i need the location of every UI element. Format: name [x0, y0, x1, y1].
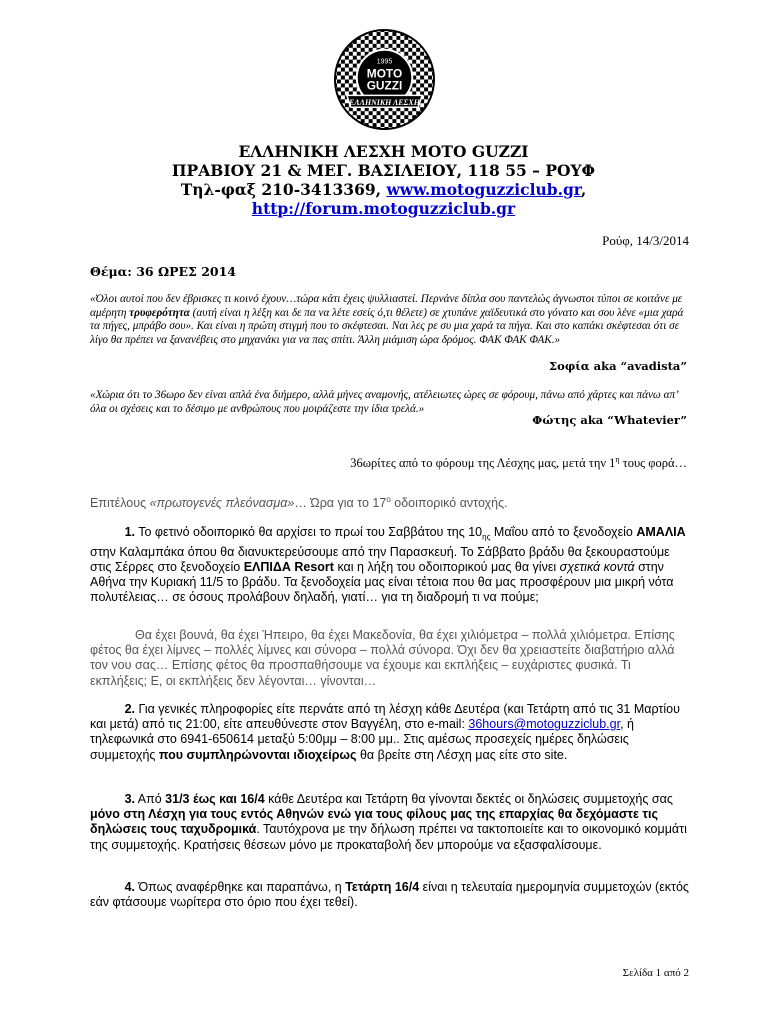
- contact-comma: ,: [580, 180, 587, 199]
- p4-text: είναι η τελευταία ημερομηνία συμμετοχών (εκτός εάν φτάσουμε νωρίτερα στο όριο που έχει τεθεί).: [90, 880, 689, 910]
- email-link[interactable]: 36hours@motoguzziclub.gr: [468, 717, 621, 732]
- p2-text: Για γενικές πληροφορίες είτε περνάτε από τη λέσχη κάθε Δευτέρα (και Τετάρτη από τις 31 Μαρτίου και μετά) από τις 21:00, είτε απευθύνεστε στον Βαγγέλη, στο e-mail:: [90, 702, 680, 732]
- website-link[interactable]: www.motoguzziclub.gr: [386, 180, 581, 199]
- p2-text: θα βρείτε στη Λέσχη μας είτε στο site.: [356, 747, 568, 762]
- paragraph-3: [90, 792, 690, 853]
- p1-text: στην Καλαμπάκα όπου θα διανυκτερεύσουμε από την Παρασκευή. Το Σάββατο βράδυ θα ξεκουραστούμε στις Σέρρες στο ξενοδοχείο: [90, 544, 670, 574]
- attribution-sup: η: [615, 455, 620, 464]
- intro-text: Επιτέλους: [90, 496, 150, 511]
- logo-year: 1995: [376, 58, 393, 66]
- quote-text: (αυτή είναι η λέξη και δε πα να λέτε εσείς ό,τι θέλετε) σε χτυπάνε χαϊδευτικά στο γόνατο και σου λένε «μια χαρά τα πήγες, μπράβο σου». Και είναι η πρώτη στιγμή που το σκέφτεσαι. Ναι λες pε συ μια χαρά τα πήγα. Και στο καπάκι σκέφτεσαι ότι σε λίγο θα πρέπει να ξανανέβεις στο μηχανάκι για να πας σπίτι. Άλλη μιάμιση ώρα δρόμος. ΦΑΚ ΦΑΚ ΦΑΚ.»: [90, 306, 684, 346]
- p1-text: στην Αθήνα την Κυριακή 11/5 το βράδυ. Τα ξενοδοχεία μας είναι τέτοια που θα μας προσφέρουν μια μικρή νότα πολυτέλειας… σε όσους προλάβουν δηλαδή, γιατί… για τη διαδρομή τι να πούμε;: [90, 559, 674, 605]
- quote-sofia: [90, 293, 690, 347]
- quote-fotis: «Χώρια ότι το 36ωρο δεν είναι απλά ένα διήμερο, αλλά μήνες αναμονής, ατέλειωτες ώρες σε φόρουμ, πάνω από χάρτες και πάνω απ’ όλα οι σχέσεις και το δέσιμο με ανθρώπους που μοιράζεστε την ίδια τρελά.»: [90, 389, 678, 415]
- logo-brand-bottom: GUZZI: [366, 78, 403, 93]
- p4-text: Όπως αναφέρθηκε και παραπάνω, η: [135, 880, 346, 894]
- quote-text: «Όλοι αυτοί που δεν έβρισκες τι κοινό έχουν…τώρα κάτι έχεις ψυλλιαστεί. Περνάνε δίπλα σου παντελώς άγνωστοι τύποι σε κοιτάνε με αμέρητη: [90, 293, 683, 319]
- paragraph-number: 2.: [124, 702, 135, 716]
- signature-sofia: Σοφία aka “avadista”: [549, 359, 687, 373]
- page-number: Σελίδα 1 από 2: [622, 967, 689, 979]
- forum-line: [0, 199, 767, 218]
- intro-line: [90, 495, 508, 510]
- paragraph-number: 4.: [124, 880, 135, 894]
- paragraph-1: [90, 525, 690, 606]
- club-name: ΕΛΛΗΝΙΚΗ ΛΕΣΧΗ MOTO GUZZI: [238, 142, 529, 161]
- logo-banner: ΕΛΛΗΝΙΚΗ ΛΕΣΧΗ: [349, 97, 420, 107]
- p4-deadline: Τετάρτη 16/4: [345, 880, 420, 894]
- intro-italic: «πρωτογενές πλεόνασμα»: [149, 496, 295, 511]
- p1-italic: σχετικά κοντά: [559, 559, 635, 574]
- p3-text: Από: [135, 792, 166, 806]
- p3-dates: 31/3 έως και 16/4: [165, 792, 265, 806]
- club-contact: [0, 180, 767, 199]
- club-address: ΠΡΑΒΙΟΥ 21 & ΜΕΓ. ΒΑΣΙΛΕΙΟΥ, 118 55 – ΡΟΥΦ: [171, 161, 596, 180]
- p2-text: , ή τηλεφωνικά στο 6941-650614 μεταξύ 5:00μμ – 8:00 μμ.. Στις αμέσως προσεχείς ημέρες δηλώσεις συμμετοχής: [90, 717, 634, 762]
- attribution-suffix: τους φορά…: [619, 456, 687, 471]
- hotel-elpida: ΕΛΠΙΔΑ Resort: [243, 559, 334, 574]
- paragraph-1b: Θα έχει βουνά, θα έχει Ήπειρο, θα έχει Μακεδονία, θα έχει χιλιόμετρα – πολλά χιλιόμετρα. Επίσης φέτος θα έχει λίμνες – πολλές λίμνες και σύνορα – πολλά σύνορα. Όχι δεν θα χρειαστείτε διαβατήριο αλλά τον νου σας… Επίσης φέτος θα προσπαθήσουμε να έχουμε και εκπλήξεις – ευχάριστες φυσικά. Τι εκπλήξεις; Ε, οι εκπλήξεις δεν λέγονται… γίνονται…: [90, 628, 675, 688]
- p1-text: και η λήξη του οδοιπορικού μας θα γίνει: [333, 559, 560, 574]
- forum-link[interactable]: http://forum.motoguzziclub.gr: [251, 199, 516, 218]
- letter-date: Ρούφ, 14/3/2014: [602, 233, 689, 248]
- paragraph-2: [90, 702, 690, 763]
- paragraph-number: 3.: [124, 792, 135, 806]
- signature-fotis: Φώτης aka “Whatevier”: [532, 413, 687, 427]
- quote-emphasis: τρυφερότητα: [129, 306, 190, 319]
- phone-fax: Τηλ-φαξ 210-3413369,: [180, 180, 387, 199]
- intro-text: οδοιπορικό αντοχής.: [390, 496, 508, 511]
- p3-text: κάθε Δευτέρα και Τετάρτη θα γίνονται δεκτές οι δηλώσεις συμμετοχής σας: [264, 792, 673, 806]
- logo-brand-top: MOTO: [366, 66, 403, 81]
- intro-text: … Ώρα για το 17: [294, 496, 387, 511]
- p1-text: Μαΐου από το ξενοδοχείο: [490, 525, 637, 539]
- moto-guzzi-club-logo: [333, 28, 436, 131]
- letter-subject: Θέμα: 36 ΩΡΕΣ 2014: [90, 264, 237, 279]
- p3-text: . Ταυτόχρονα με την δήλωση πρέπει να τακτοποιείτε και το οικονομικό κομμάτι της συμμετοχής. Κρατήσεις θέσεων μόνο με προκαταβολή δεν μπορούμε να εξασφαλίσουμε.: [90, 822, 687, 852]
- p1-sub: ης: [482, 532, 491, 542]
- p3-bold: μόνο στη Λέσχη για τους εντός Αθηνών ενώ για τους φίλους μας της επαρχίας θα δεχόμαστε τις δηλώσεις τους ταχυδρομικά: [90, 807, 658, 837]
- hotel-amalia: ΑΜΑΛΙΑ: [636, 525, 686, 539]
- p2-bold: που συμπληρώνονται ιδιοχείρως: [158, 747, 357, 762]
- paragraph-number: 1.: [124, 525, 135, 539]
- attribution-text: 36ωρίτες από το φόρουμ της Λέσχης μας, μετά την 1: [350, 456, 616, 471]
- quote-attribution: [350, 455, 687, 471]
- intro-sup: ο: [386, 495, 391, 504]
- p1-text: Το φετινό οδοιπορικό θα αρχίσει το πρωί του Σαββάτου της 10: [135, 525, 483, 539]
- paragraph-4: [90, 880, 690, 910]
